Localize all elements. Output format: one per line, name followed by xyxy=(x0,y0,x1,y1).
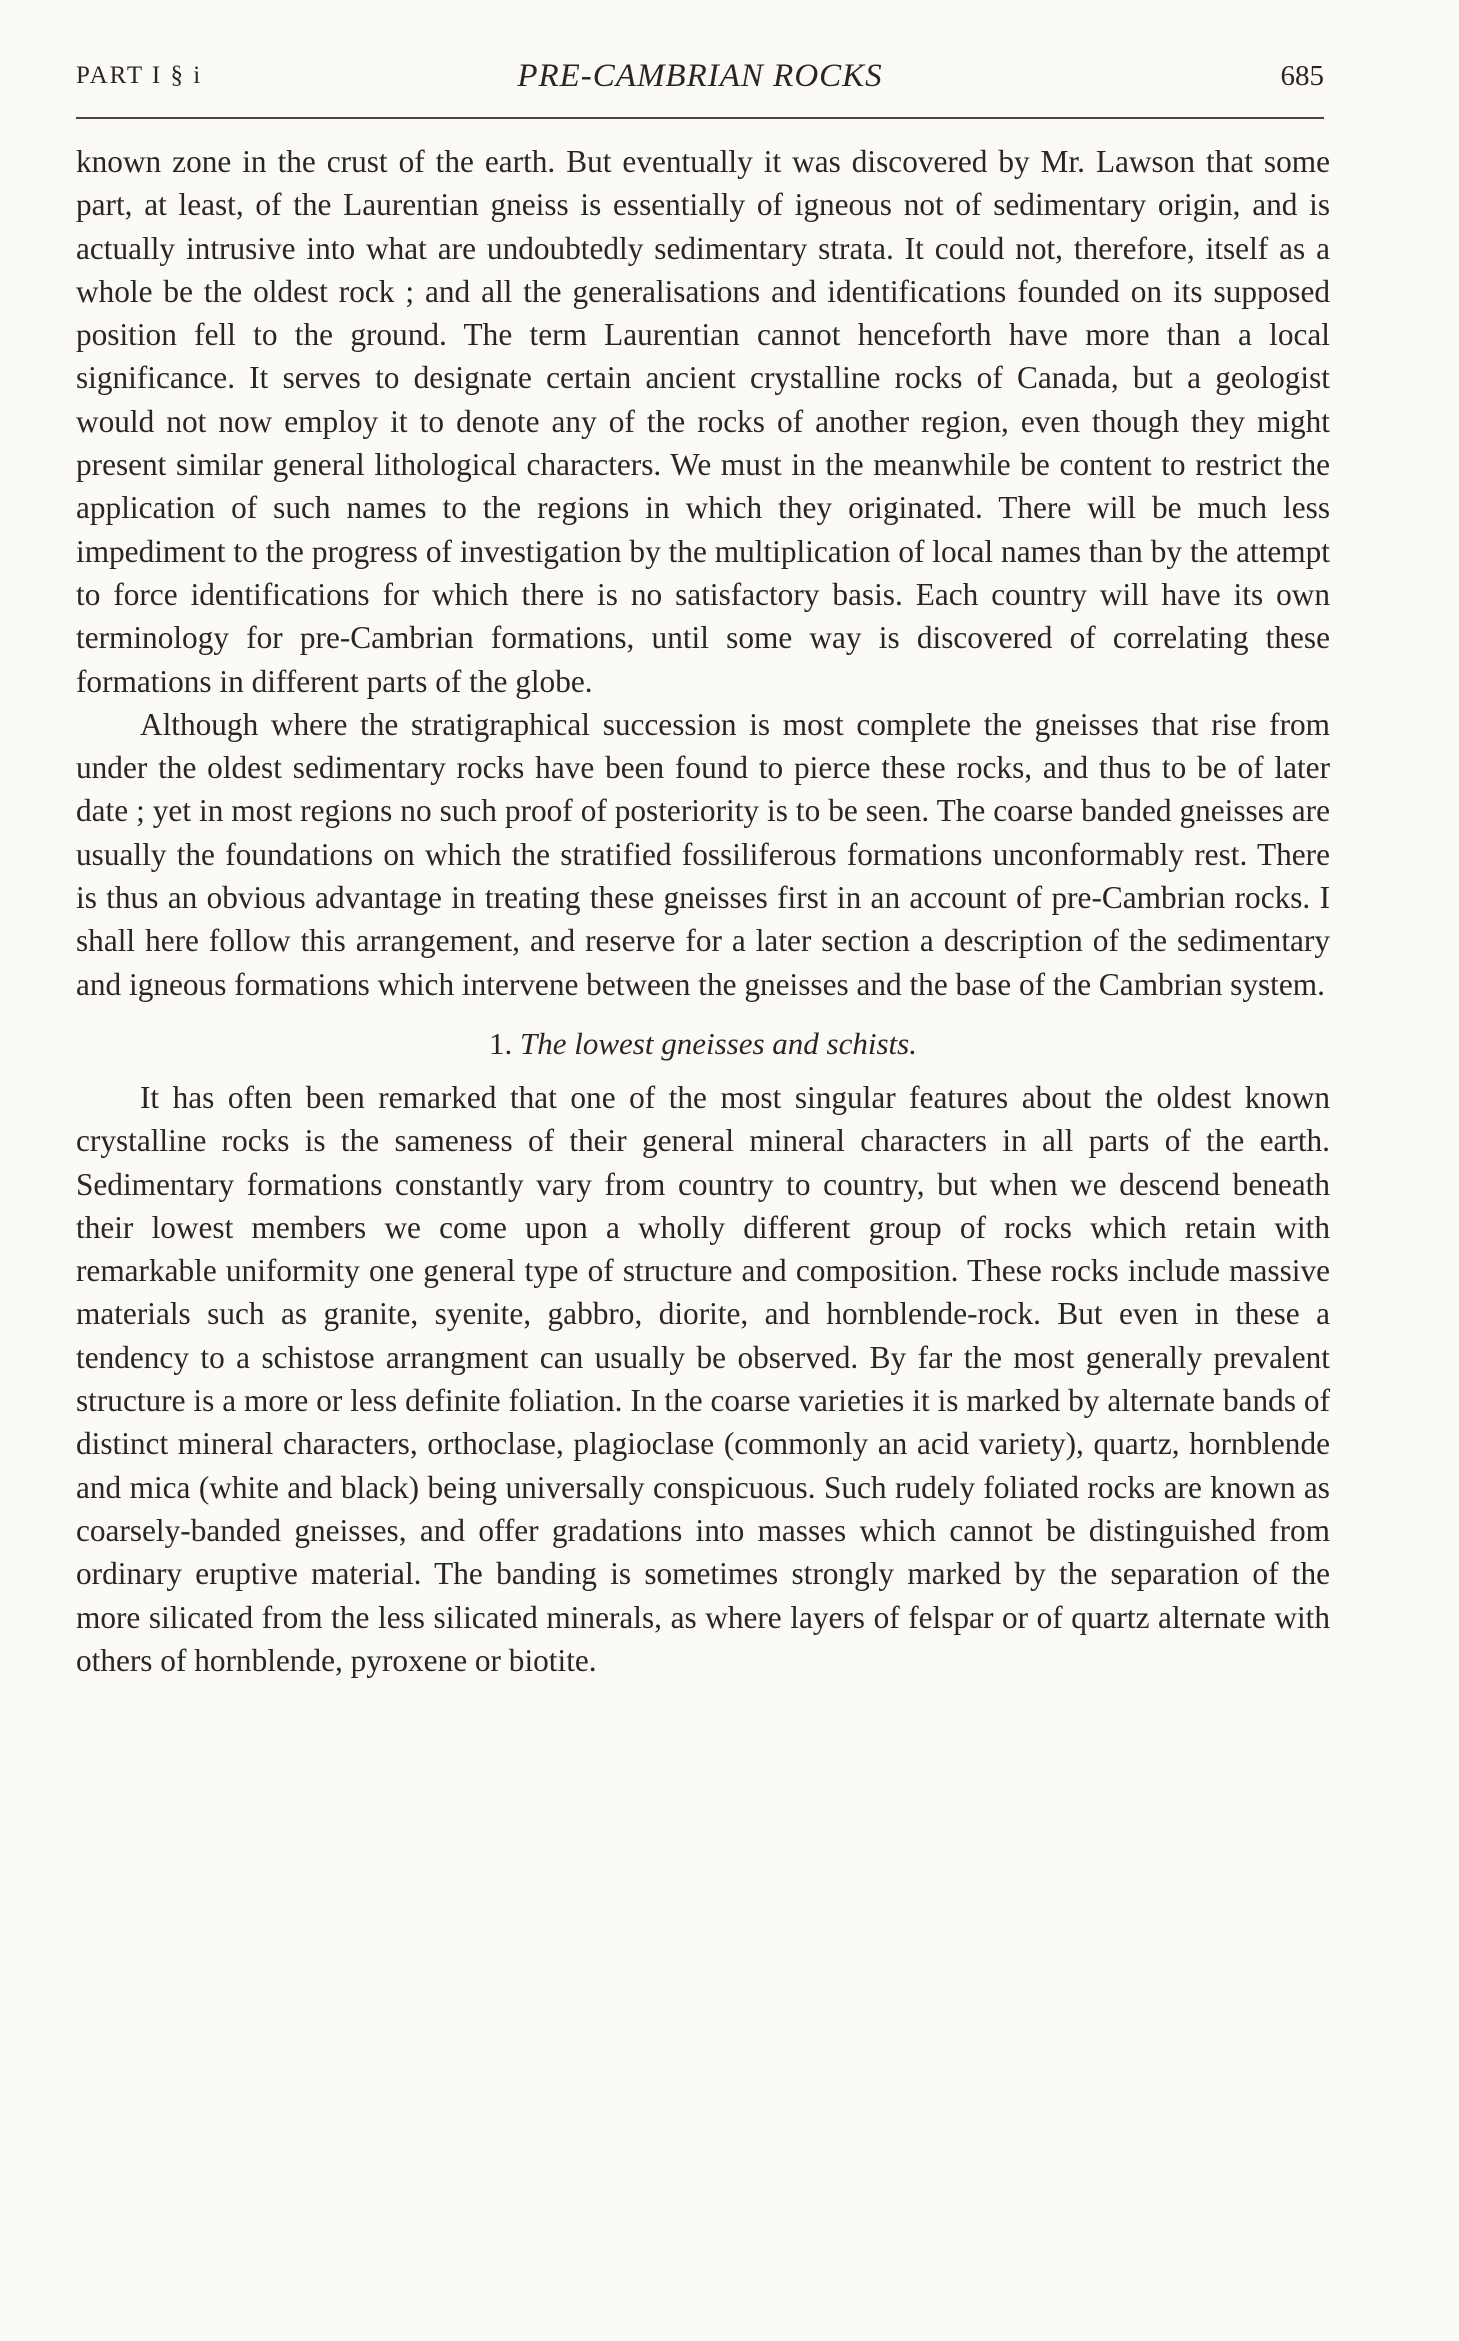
paragraph: Although where the stratigraphical succession is most complete the gneisses that rise from under the oldest sedimentary rocks have been found to pierce these rocks, and thus to be of later date ; yet in most regions no such proof of posteriority is to be seen. The coarse banded gneisses are usually the foundations on which the stratified fossiliferous formations unconformably rest. There is thus an obvious advantage in treating these gneisses first in an account of pre-Cambrian rocks. I shall here follow this arrangement, and reserve for a later section a description of the sedimentary and igneous formations which intervene between the gneisses and the base of the Cambrian system. xyxy=(76,706,1330,1002)
paragraph-continued: known zone in the crust of the earth. But eventually it was discovered by Mr. Lawson that some part, at least, of the Laurentian gneiss is essentially of igneous not of sedimentary origin, and is actually intrusive into what are undoubtedly sedimentary strata. It could not, therefore, itself as a whole be the oldest rock ; and all the generalisations and identifications founded on its supposed position fell to the ground. The term Laurentian cannot henceforth have more than a local significance. It serves to designate certain ancient crystalline rocks of Canada, but a geologist would not now employ it to denote any of the rocks of another region, even though they might present similar general lithological characters. We must in the meanwhile be content to restrict the application of such names to the regions in which they originated. There will be much less impediment to the progress of investigation by the multiplication of local names than by the attempt to force identifications for which there is no satisfactory basis. Each country will have its own terminology for pre-Cambrian formations, until some way is discovered of correlating these formations in different parts of the globe. xyxy=(76,144,1330,699)
section-title: The lowest gneisses and schists. xyxy=(520,1025,917,1061)
section-heading xyxy=(76,1024,1330,1064)
page-number: 685 xyxy=(1280,60,1324,92)
part-section-label: PART I § i xyxy=(76,62,203,89)
page-title: PRE-CAMBRIAN ROCKS xyxy=(517,58,883,94)
paragraph: It has often been remarked that one of the most singular features about the oldest known crystalline rocks is the sameness of their general mineral characters in all parts of the earth. Sedimentary formations constantly vary from country to country, but when we descend beneath their lowest members we come upon a wholly different group of rocks which retain with remarkable uniformity one general type of structure and composition. These rocks include massive materials such as granite, syenite, gabbro, diorite, and hornblende-rock. But even in these a tendency to a schistose arrangment can usually be observed. By far the most generally prevalent structure is a more or less definite foliation. In the coarse varieties it is marked by alternate bands of distinct mineral characters, orthoclase, plagioclase (commonly an acid variety), quartz, hornblende and mica (white and black) being universally conspicuous. Such rudely foliated rocks are known as coarsely-banded gneisses, and offer gradations into masses which cannot be distinguished from ordinary eruptive material. The banding is sometimes strongly marked by the separation of the more silicated from the less silicated minerals, as where layers of felspar or of quartz alternate with others of hornblende, pyroxene or biotite. xyxy=(76,1079,1330,1678)
section-number: 1. xyxy=(489,1025,513,1061)
header-rule xyxy=(76,117,1324,119)
body-text xyxy=(76,140,1330,1682)
running-header xyxy=(76,58,1324,102)
